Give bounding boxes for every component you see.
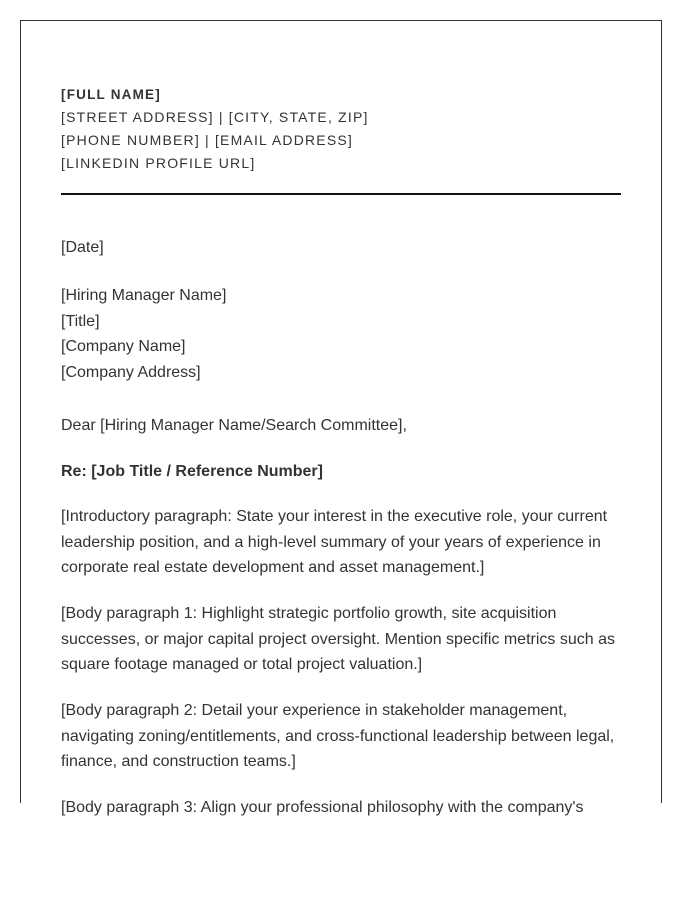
applicant-contact: [PHONE NUMBER] | [EMAIL ADDRESS] [61, 132, 354, 148]
letter-page [20, 20, 662, 816]
header-divider [61, 193, 621, 195]
paragraph-line: leadership position, and a high-level summary of your years of experience in [61, 533, 601, 551]
body-paragraph-1 [61, 601, 621, 678]
recipient-address: [Company Address] [61, 364, 201, 382]
recipient-name: [Hiring Manager Name] [61, 287, 227, 304]
paragraph-line: [Body paragraph 2: Detail your experience in stakeholder management, [61, 702, 568, 719]
intro-paragraph [61, 504, 621, 581]
paragraph-line: [Body paragraph 1: Highlight strategic portfolio growth, site acquisition [61, 605, 557, 622]
letter-date: [Date] [61, 239, 104, 256]
applicant-name: [FULL NAME] [61, 87, 161, 102]
paragraph-line: [Body paragraph 3: Align your professional philosophy with the company's [61, 799, 584, 816]
subject-line: Re: [Job Title / Reference Number] [61, 463, 323, 480]
applicant-linkedin: [LINKEDIN PROFILE URL] [61, 155, 256, 171]
recipient-company: [Company Name] [61, 338, 186, 356]
recipient-block [61, 283, 621, 386]
paragraph-line: square footage managed or total project valuation.] [61, 656, 423, 674]
paragraph-line: finance, and construction teams.] [61, 753, 296, 771]
body-paragraph-2 [61, 698, 621, 775]
recipient-title: [Title] [61, 312, 100, 330]
paragraph-line: [Introductory paragraph: State your interest in the executive role, your current [61, 508, 608, 525]
applicant-address: [STREET ADDRESS] | [CITY, STATE, ZIP] [61, 109, 369, 125]
body-paragraph-3 [61, 795, 621, 821]
letterhead [61, 83, 621, 175]
paragraph-line: corporate real estate development and asset management.] [61, 559, 485, 577]
paragraph-line: successes, or major capital project oversight. Mention specific metrics such as [61, 630, 615, 648]
paragraph-line: navigating zoning/entitlements, and cross-functional leadership between legal, [61, 727, 615, 745]
salutation: Dear [Hiring Manager Name/Search Committee], [61, 417, 407, 434]
